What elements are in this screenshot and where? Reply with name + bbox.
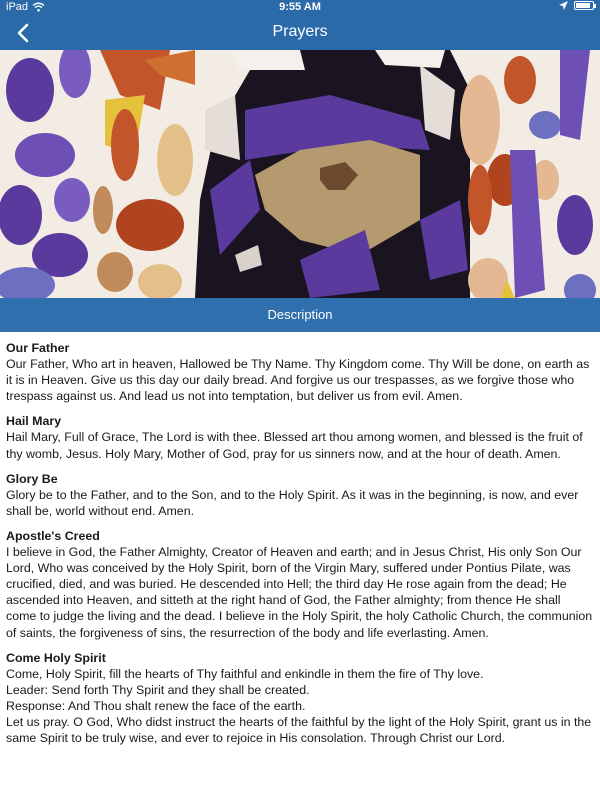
prayer-apostles-creed (6, 528, 594, 641)
location-arrow-icon (559, 1, 568, 10)
battery-level (576, 3, 590, 8)
prayer-title: Come Holy Spirit (6, 650, 106, 665)
prayer-glory-be (6, 471, 594, 519)
battery-icon (574, 1, 594, 10)
prayer-our-father (6, 340, 594, 404)
status-bar-right (559, 1, 594, 10)
status-time: 9:55 AM (279, 1, 321, 13)
prayer-hail-mary (6, 413, 594, 461)
prayer-title: Our Father (6, 341, 70, 355)
prayer-title: Apostle's Creed (6, 528, 100, 543)
nav-bar (0, 16, 600, 50)
prayer-text: Hail Mary, Full of Grace, The Lord is with thee. Blessed art thou among women, and blessed is the fruit of thy womb, Jesus. Holy Mary, Mother of God, pray for us sinners now, and at the hour of death. Amen. (6, 430, 583, 461)
status-bar (0, 0, 600, 16)
section-header-description: Description (0, 298, 600, 332)
page-title: Prayers (272, 23, 328, 40)
hero-artwork (0, 50, 600, 298)
prayer-list (6, 340, 594, 755)
stained-glass-artwork (0, 50, 600, 298)
prayer-text: Glory be to the Father, and to the Son, and to the Holy Spirit. As it was in the beginning, is now, and ever shall be, world without end. Amen. (6, 487, 579, 518)
prayer-text: Come, Holy Spirit, fill the hearts of Thy faithful and enkindle in them the fire of Thy love. Leader: Send forth Thy Spirit and they shall be created. Response: And Thou shalt renew the face of the earth. Let us pray. O God, Who didst instruct the hearts of the faithful by the light of the Holy Spirit, grant us in the same Spirit to be truly wise, and ever to rejoice in His consolation. Through Christ our Lord. (6, 666, 592, 746)
prayer-text: I believe in God, the Father Almighty, Creator of Heaven and earth; and in Jesus Christ, His only Son Our Lord, Who was conceived by the Holy Spirit, born of the Virgin Mary, suffered under Pontius Pilate, was crucified, died, and was buried. He descended into Hell; the third day He rose again from the dead; He ascended into Heaven, and sitteth at the right hand of God, the Father almighty; from thence He shall come to judge the living and the dead. I believe in the Holy Spirit, the holy Catholic Church, the communion of saints, the forgiveness of sins, the resurrection of the body and life everlasting. Amen. (6, 545, 593, 640)
prayer-title: Glory Be (6, 471, 58, 486)
prayer-come-holy-spirit (6, 650, 594, 747)
prayer-title: Hail Mary (6, 414, 62, 429)
device-name: iPad (6, 1, 29, 13)
prayer-text: Our Father, Who art in heaven, Hallowed be Thy Name. Thy Kingdom come. Thy Will be done, on earth as it is in Heaven. Give us this day our daily bread. And forgive us our trespasses, as we forgive those who trespass against us. And lead us not into temptation, but deliver us from evil. Amen. (6, 357, 590, 404)
